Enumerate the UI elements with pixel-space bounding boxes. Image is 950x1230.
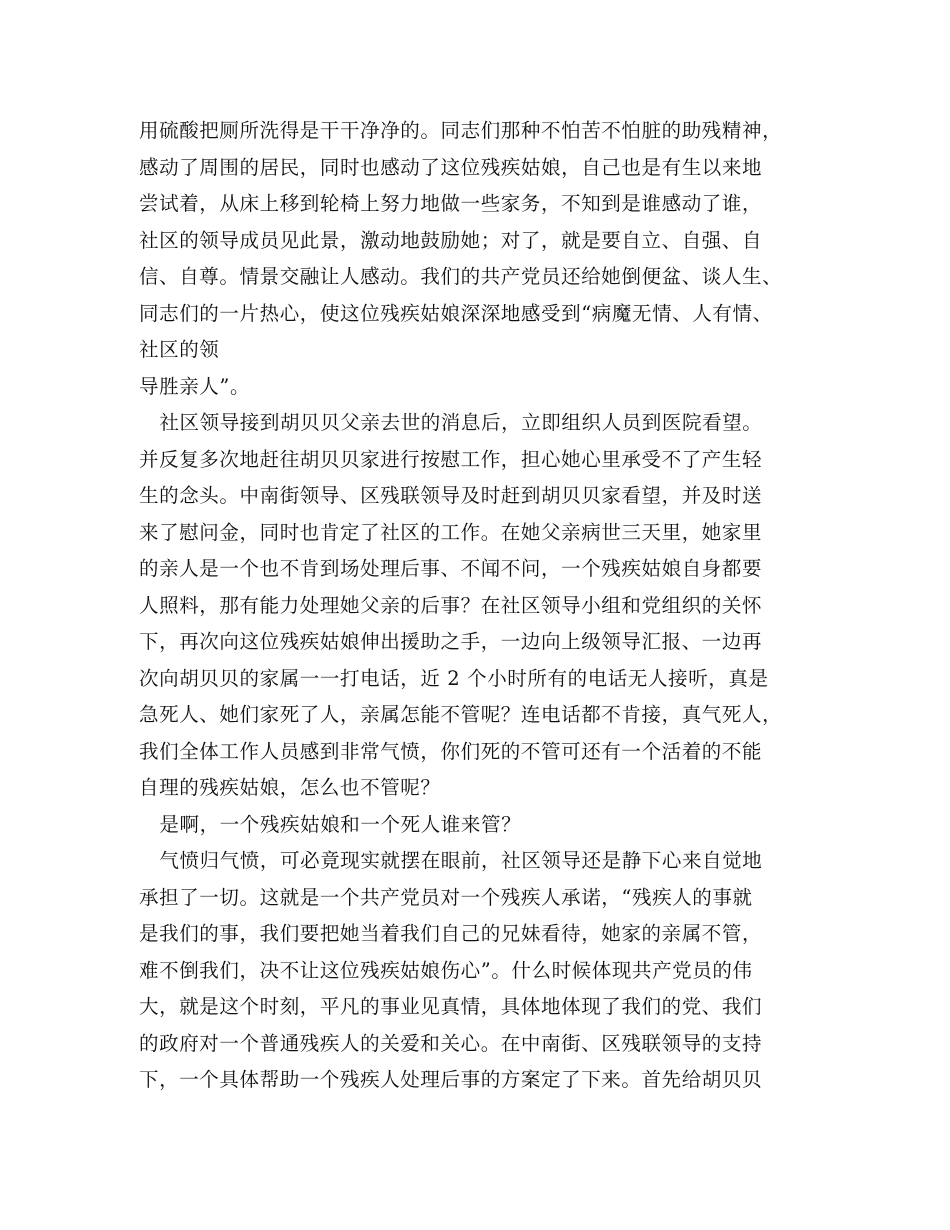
text-line: 承担了一切。这就是一个共产党员对一个残疾人承诺，“残疾人的事就	[139, 885, 753, 909]
text-line: 社区的领	[139, 338, 220, 361]
text-line: 是我们的事，我们要把她当着我们自己的兄妹看待，她家的亲属不管，	[139, 922, 763, 945]
text-line: 信、自尊。情景交融让人感动。我们的共产党员还给她倒便盆、谈人生、	[139, 265, 783, 288]
text-line: 难不倒我们，决不让这位残疾姑娘伤心”。什么时候体现共产党员的伟	[139, 958, 753, 982]
text-line: 人照料，那有能力处理她父亲的后事？在社区领导小组和党组织的关怀	[139, 593, 763, 617]
text-line: 感动了周围的居民，同时也感动了这位残疾姑娘，自己也是有生以来地	[139, 155, 763, 179]
text-line: 急死人、她们家死了人，亲属怎能不管呢？连电话都不肯接，真气死人，	[139, 703, 783, 726]
text-line: 尝试着，从床上移到轮椅上努力地做一些家务，不知到是谁感动了谁，	[139, 192, 763, 215]
text-line: 同志们的一片热心，使这位残疾姑娘深深地感受到“病魔无情、人有情、	[139, 301, 773, 325]
text-line: 自理的残疾姑娘，怎么也不管呢？	[139, 776, 441, 799]
text-line: 的政府对一个普通残疾人的关爱和关心。在中南街、区残联领导的支持	[139, 1031, 763, 1055]
text-line: 的亲人是一个也不肯到场处理后事、不闻不问，一个残疾姑娘自身都要	[139, 557, 763, 580]
text-line: 来了慰问金，同时也肯定了社区的工作。在她父亲病世三天里，她家里	[139, 520, 763, 544]
text-line: 是啊，一个残疾姑娘和一个死人谁来管？	[139, 812, 522, 836]
text-line: 导胜亲人”。	[139, 374, 251, 398]
text-line: 社区领导接到胡贝贝父亲去世的消息后，立即组织人员到医院看望。	[139, 411, 763, 434]
text-line: 大，就是这个时刻，平凡的事业见真情，具体地体现了我们的党、我们	[139, 995, 763, 1018]
text-line: 下，再次向这位残疾姑娘伸出援助之手，一边向上级领导汇报、一边再	[139, 630, 763, 653]
text-line: 下，一个具体帮助一个残疾人处理后事的方案定了下来。首先给胡贝贝	[139, 1068, 763, 1091]
text-line: 气愤归气愤，可必竟现实就摆在眼前，社区领导还是静下心来自觉地	[139, 849, 763, 872]
text-line: 社区的领导成员见此景，激动地鼓励她；对了，就是要自立、自强、自	[139, 228, 763, 252]
text-line: 次向胡贝贝的家属一一打电话，近 2 个小时所有的电话无人接听，真是	[139, 666, 769, 690]
text-line: 生的念头。中南街领导、区残联领导及时赶到胡贝贝家看望，并及时送	[139, 484, 763, 507]
text-line: 用硫酸把厕所洗得是干干净净的。同志们那种不怕苦不怕脏的助残精神，	[139, 119, 783, 142]
text-line: 我们全体工作人员感到非常气愤，你们死的不管可还有一个活着的不能	[139, 739, 763, 763]
document-body-text	[139, 113, 829, 1099]
text-line: 并反复多次地赶往胡贝贝家进行按慰工作，担心她心里承受不了产生轻	[139, 447, 763, 471]
